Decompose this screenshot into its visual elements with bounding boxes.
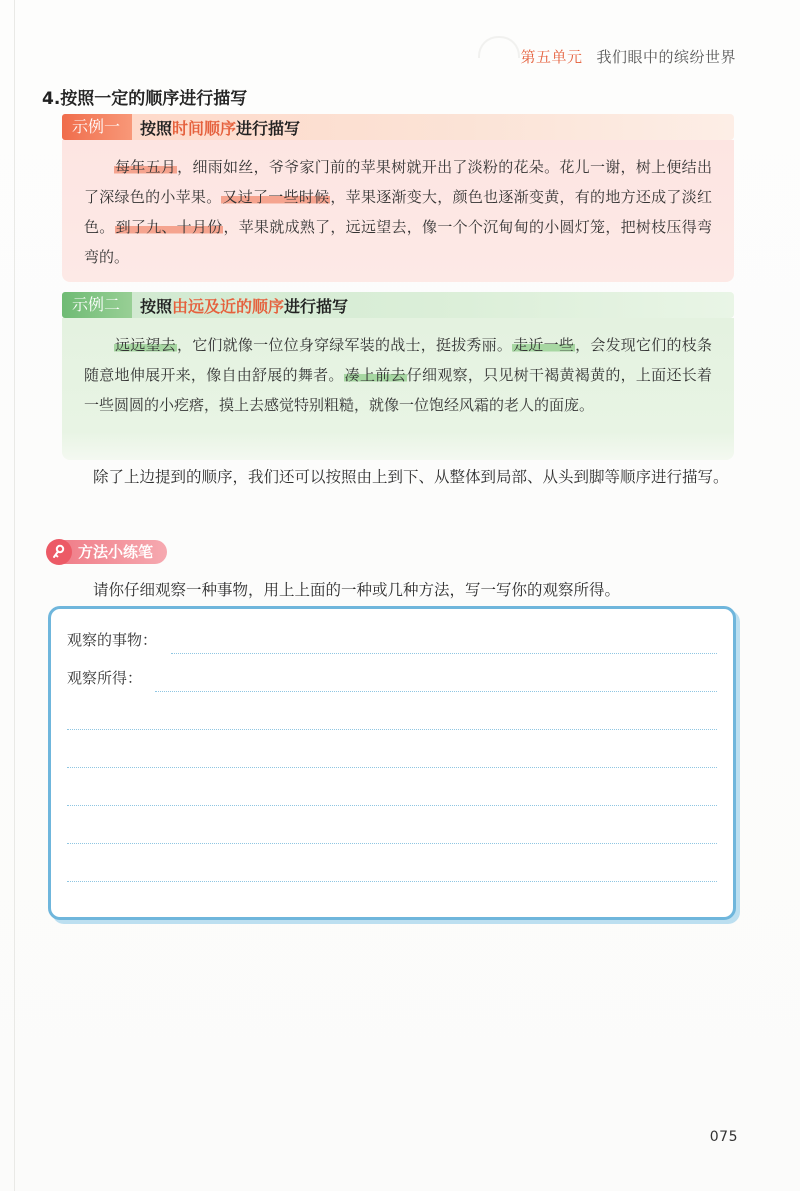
example-two-seg-1: ，它们就像一位位身穿绿军装的战士，挺拔秀丽。 (176, 336, 513, 354)
example-two-title (140, 294, 348, 317)
example-one-seg-4: 到了九、十月份 (115, 218, 223, 236)
unit-theme: 我们眼中的缤纷世界 (596, 48, 736, 66)
writing-line[interactable] (67, 881, 717, 882)
example-one-seg-0: 每年五月 (115, 158, 177, 176)
writing-line[interactable] (67, 805, 717, 806)
example-one-title (140, 116, 300, 139)
summary-paragraph: 除了上边提到的顺序，我们还可以按照由上到下、从整体到局部、从头到脚等顺序进行描写。 (93, 468, 729, 486)
example-one-body (62, 140, 734, 282)
example-two-title-suffix: 进行描写 (284, 296, 349, 316)
example-two-seg-5: 仔细观察，只见树干褐黄褐黄的，上面还长着一些圆圆的小疙瘩，摸上去感觉特别粗糙，就像一位饱经风霜的老人的面庞。 (84, 366, 712, 414)
example-one-seg-1: ，细雨如丝，爷爷家门前的苹果树就开出了淡粉的花朵。花儿一谢，树上便结出了深绿色的小苹果。 (84, 158, 712, 206)
writing-line[interactable] (67, 767, 717, 768)
writing-line[interactable] (171, 653, 717, 654)
writing-box[interactable] (48, 606, 736, 920)
example-two-title-highlight: 由远及近的顺序 (172, 296, 285, 316)
decorative-arc (478, 36, 520, 58)
observation-result-label: 观察所得： (67, 667, 146, 688)
example-two-seg-2: 走近一些 (513, 336, 575, 354)
example-two-tag: 示例二 (62, 292, 132, 318)
example-one-seg-2: 又过了一些时候 (222, 188, 330, 206)
example-one-seg-3: ，苹果逐渐变大，颜色也逐渐变黄，有的地方还成了淡红色。 (84, 188, 712, 236)
example-one-title-prefix: 按照 (140, 118, 173, 138)
example-one-title-suffix: 进行描写 (236, 118, 301, 138)
method-practice-label: 方法小练笔 (64, 540, 167, 564)
writing-line[interactable] (67, 729, 717, 730)
unit-label: 第五单元 (520, 48, 583, 66)
running-header (520, 46, 736, 67)
key-icon (46, 539, 72, 565)
example-one-seg-5: ，苹果就成熟了，远远望去，像一个个沉甸甸的小圆灯笼，把树枝压得弯弯的。 (84, 218, 712, 266)
example-two-title-prefix: 按照 (140, 296, 173, 316)
example-one-tag: 示例一 (62, 114, 132, 140)
writing-line[interactable] (155, 691, 717, 692)
example-two-body (62, 318, 734, 460)
example-one-header (62, 114, 734, 140)
example-one-card (62, 114, 734, 282)
example-one-title-highlight: 时间顺序 (172, 118, 237, 138)
page-number: 075 (709, 1129, 738, 1145)
example-two-card (62, 292, 734, 460)
method-practice-badge (46, 539, 167, 565)
example-two-seg-0: 远远望去 (115, 336, 176, 354)
example-two-seg-3: ，会发现它们的枝条随意地伸展开来，像自由舒展的舞者。 (84, 336, 712, 384)
example-two-header (62, 292, 734, 318)
example-two-seg-4: 凑上前去 (344, 366, 406, 384)
writing-line[interactable] (67, 843, 717, 844)
section-title: 4.按照一定的顺序进行描写 (42, 89, 248, 109)
observed-object-label: 观察的事物： (67, 629, 161, 650)
practice-prompt: 请你仔细观察一种事物，用上上面的一种或几种方法，写一写你的观察所得。 (93, 581, 621, 599)
page-edge-line (14, 0, 15, 1191)
